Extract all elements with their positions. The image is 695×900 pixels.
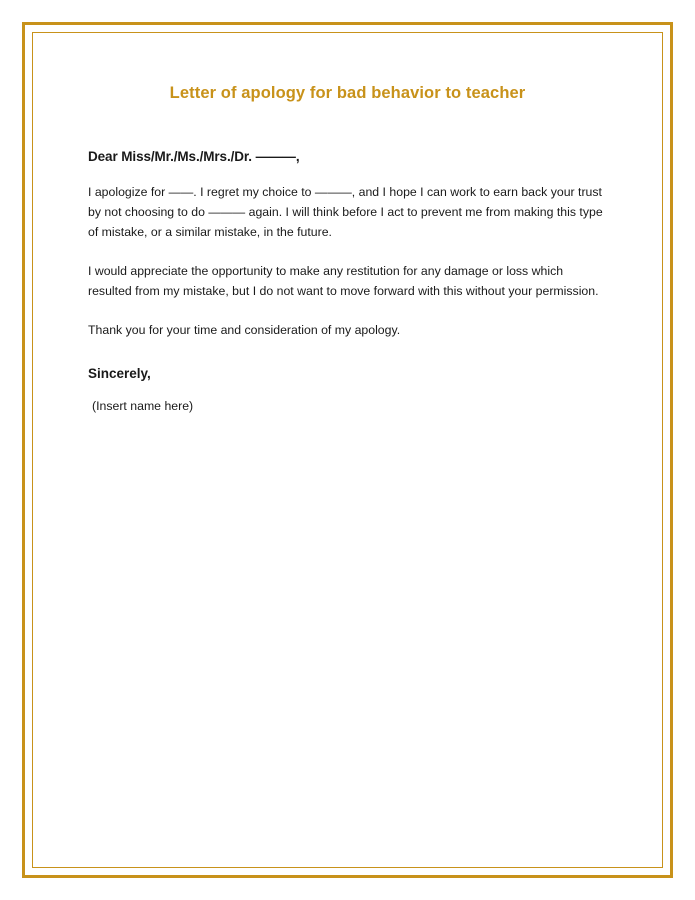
letter-salutation: Dear Miss/Mr./Ms./Mrs./Dr. ———, — [88, 149, 300, 164]
page-title: Letter of apology for bad behavior to teacher — [169, 84, 526, 102]
letter-paragraph-2: I would appreciate the opportunity to make any restitution for any damage or loss which resulted from my mistake, but I do not want to move forward with this without your permission. — [88, 263, 599, 298]
letter-paragraph-1: I apologize for ——. I regret my choice to ———, and I hope I can work to earn back your trust by not choosing to do ——— again. I will think before I act to prevent me from making this type of mistake, or a similar mistake, in the future. — [88, 185, 603, 239]
document-body — [33, 33, 662, 867]
letter-paragraph-3: Thank you for your time and consideration of my apology. — [88, 322, 401, 337]
signature-placeholder: (Insert name here) — [92, 399, 194, 414]
decorative-page-border-outer — [22, 22, 673, 878]
decorative-page-border-inner — [32, 32, 663, 868]
letter-closing: Sincerely, — [88, 366, 151, 382]
